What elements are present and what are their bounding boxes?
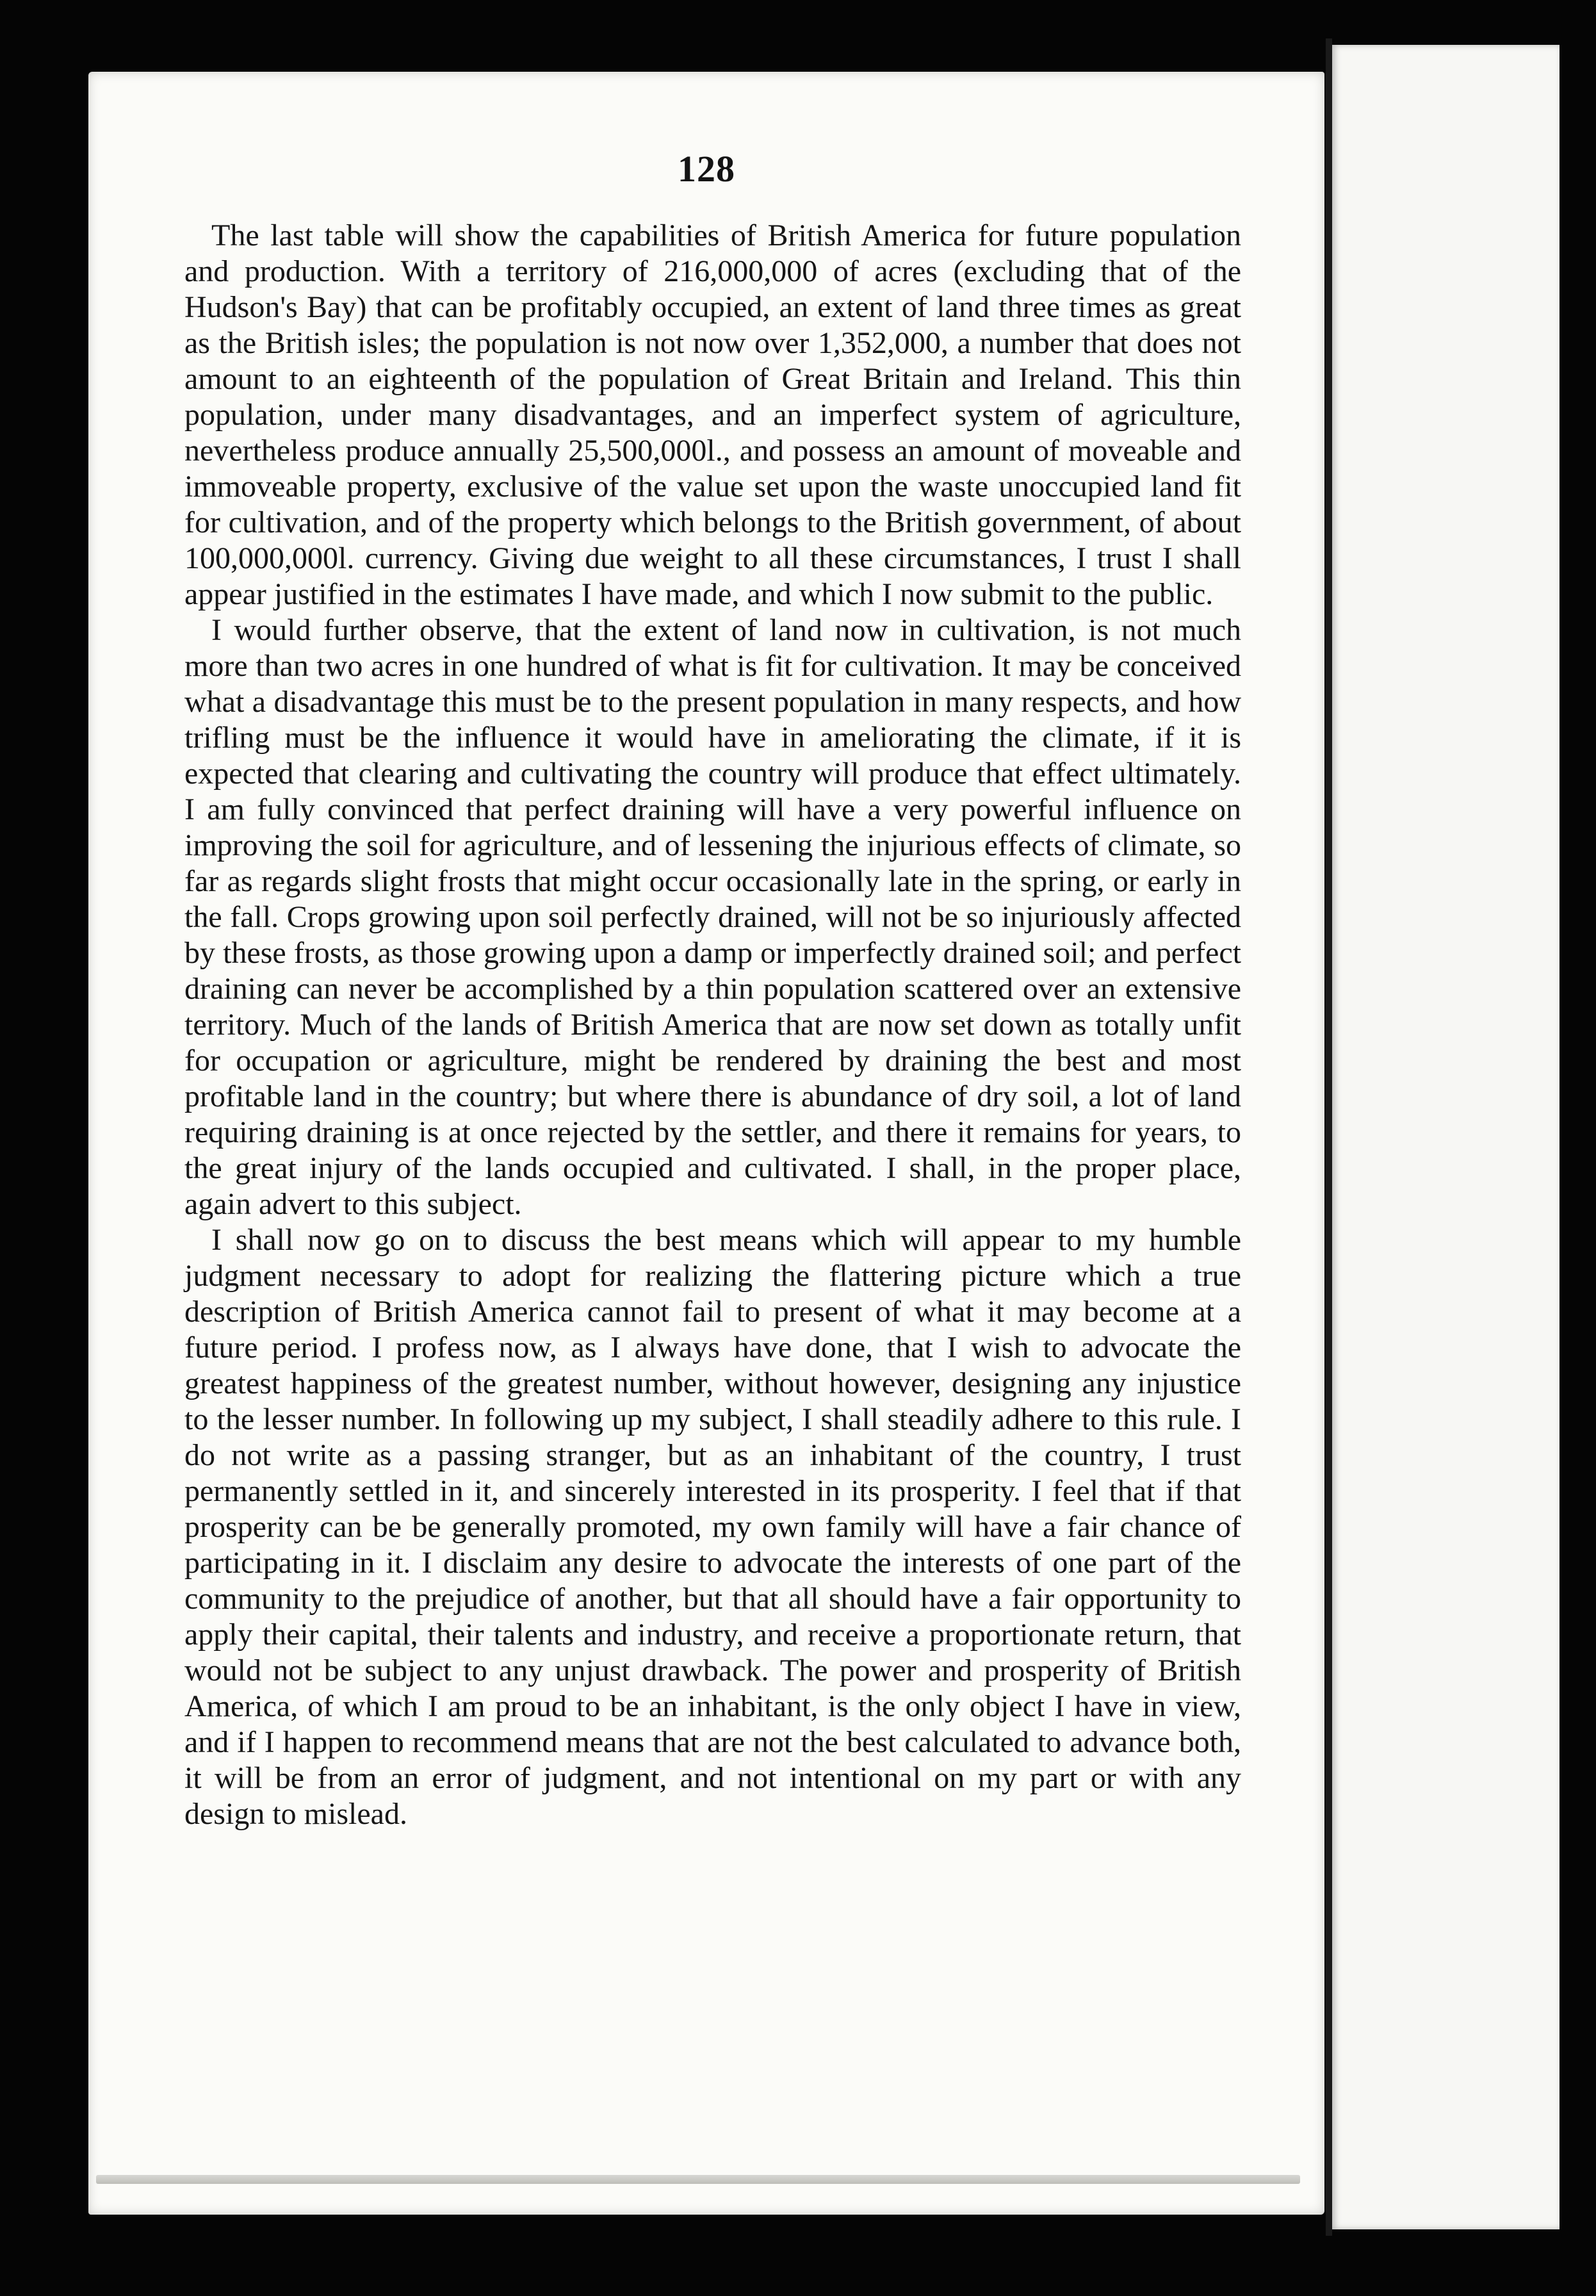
- book-page: [88, 72, 1324, 2215]
- paragraph-3: I shall now go on to discuss the best means which will appear to my humble judgment necessary to adopt for realizing the flattering picture which a true description of British America cannot fail to present of what it may become at a future period. I profess now, as I always have done, that I wish to advocate the greatest happiness of the greatest number, without however, designing any injustice to the lesser number. In following up my subject, I shall steadily adhere to this rule. I do not write as a passing stranger, but as an inhabitant of the country, I trust permanently settled in it, and sincerely interested in its prosperity. I feel that if that prosperity can be be generally promoted, my own family will have a fair chance of participating in it. I disclaim any desire to advocate the interests of one part of the community to the prejudice of another, but that all should have a fair opportunity to apply their capital, their talents and industry, and receive a proportionate return, that would not be subject to any unjust drawback. The power and prosperity of British America, of which I am proud to be an inhabitant, is the only object I have in view, and if I happen to recommend means that are not the best calculated to advance both, it will be from an error of judgment, and not intentional on my part or with any design to mislead.: [184, 1223, 1241, 1831]
- facing-page: [1332, 45, 1559, 2229]
- page-number: 128: [678, 148, 735, 190]
- body-text: [184, 218, 1241, 1832]
- page-bottom-edge: [96, 2175, 1300, 2184]
- book-gutter: [1326, 38, 1332, 2236]
- paragraph-1: The last table will show the capabilities of British America for future population and production. With a territory of 216,000,000 of acres (excluding that of the Hudson's Bay) that can be profitably occupied, an extent of land three times as great as the British isles; the population is not now over 1,352,000, a number that does not amount to an eighteenth of the population of Great Britain and Ireland. This thin population, under many disadvantages, and an imperfect system of agriculture, nevertheless produce annually 25,500,000l., and possess an amount of moveable and immoveable property, exclusive of the value set upon the waste unoccupied land fit for cultivation, and of the property which belongs to the British government, of about 100,000,000l. currency. Giving due weight to all these circumstances, I trust I shall appear justified in the estimates I have made, and which I now submit to the public.: [184, 218, 1241, 611]
- paragraph-2: I would further observe, that the extent of land now in cultivation, is not much more than two acres in one hundred of what is fit for cultivation. It may be conceived what a disadvantage this must be to the present population in many respects, and how trifling must be the influence it would have in ameliorating the climate, if it is expected that clearing and cultivating the country will produce that effect ultimately. I am fully convinced that perfect draining will have a very powerful influence on improving the soil for agriculture, and of lessening the injurious effects of climate, so far as regards slight frosts that might occur occasionally late in the spring, or early in the fall. Crops growing upon soil perfectly drained, will not be so injuriously affected by these frosts, as those growing upon a damp or imperfectly drained soil; and perfect draining can never be accomplished by a thin population scattered over an extensive territory. Much of the lands of British America that are now set down as totally unfit for occupation or agriculture, might be rendered by draining the best and most profitable land in the country; but where there is abundance of dry soil, a lot of land requiring draining is at once rejected by the settler, and there it remains for years, to the great injury of the lands occupied and cultivated. I shall, in the proper place, again advert to this subject.: [184, 613, 1241, 1221]
